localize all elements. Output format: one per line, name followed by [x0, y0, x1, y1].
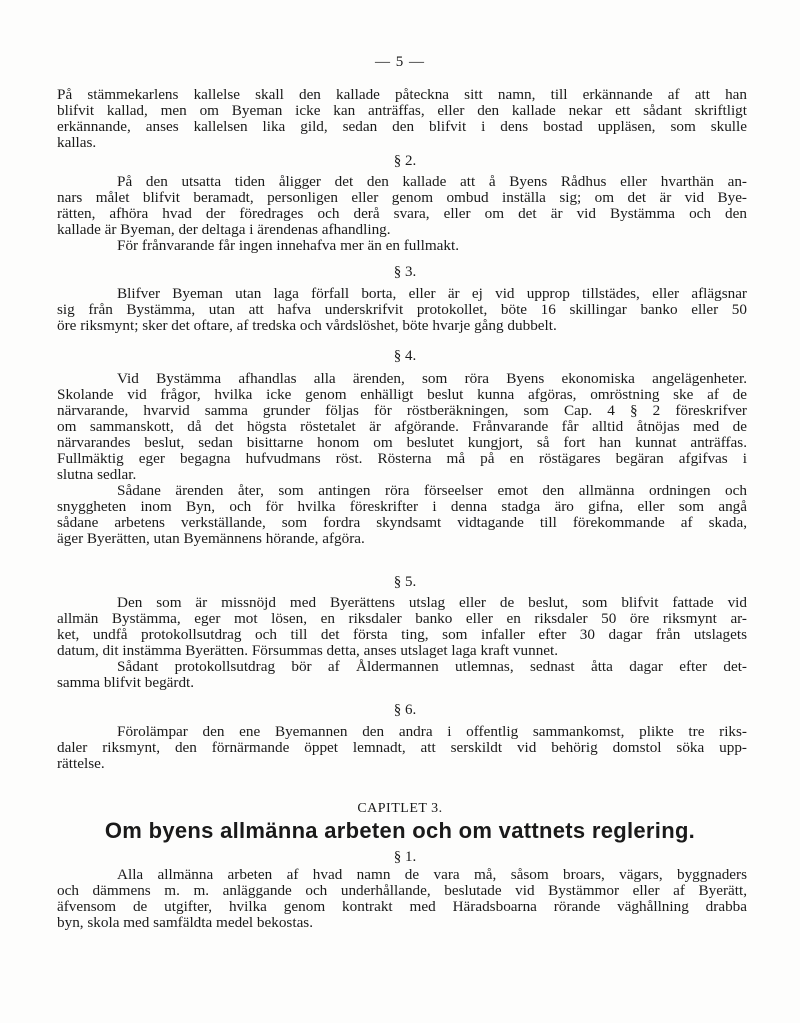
- text-line: erkännande, anses kallelsen lika gild, sedan den blifvit i dens bostad uppläsen, som skulle: [57, 118, 747, 135]
- text-line: Alla allmänna arbeten af hvad namn de vara må, såsom broars, vägars, byggnaders: [117, 866, 747, 883]
- text-line: Blifver Byeman utan laga förfall borta, eller är ej vid upprop tillstädes, eller aflägsnar: [117, 285, 747, 302]
- section-heading-4: § 4.: [393, 348, 417, 364]
- text-line: Fullmäktig eger begagna hufvudmans röst. Rösterna må på en röstägares begäran afgifvas i: [57, 450, 747, 467]
- section-heading-6: § 6.: [393, 702, 417, 718]
- text-line: äfvensom de utgifter, hvilka genom kontrakt med Häradsboarna rörande väghållning drabba: [57, 898, 747, 915]
- text-line: För frånvarande får ingen innehafva mer än en fullmakt.: [117, 237, 459, 254]
- text-line: och dämmens m. m. anläggande och underhållande, beslutade vid Bystämmor eller af Byerätt,: [57, 882, 747, 899]
- text-line: datum, dit instämma Byerätten. Försummas detta, anses utslaget laga kraft vunnet.: [57, 642, 559, 659]
- text-line: samma blifvit begärdt.: [57, 674, 195, 691]
- text-line: öre riksmynt; sker det oftare, af tredska och vårdslöshet, böte hvarje gång dubbelt.: [57, 317, 557, 334]
- text-line: sådane arbetens verkställande, som fordra skyndsamt vidtagande till förekommande af skada,: [57, 514, 747, 531]
- text-line: Den som är missnöjd med Byerättens utslag eller de beslut, som blifvit fattade vid: [117, 594, 747, 611]
- text-line: blifvit kallad, men om Byeman icke kan anträffas, eller den kallade nekar ett sådant skriftligt: [57, 102, 747, 119]
- chapter-title: Om byens allmänna arbeten och om vattnets reglering.: [104, 818, 696, 843]
- section-heading-5: § 5.: [393, 574, 417, 590]
- text-line: äger Byerätten, utan Byemännens hörande, afgöra.: [57, 530, 365, 547]
- page-number: — 5 —: [375, 54, 425, 70]
- text-line: nars målet blifvit beramadt, personligen eller genom ombud inställa sig; om det är vid Bye-: [57, 189, 747, 206]
- text-line: kallas.: [57, 134, 97, 151]
- text-line: Skolande vid frågor, hvilka icke genom enhälligt beslut kunna afgöras, omröstning ske af de: [57, 386, 747, 403]
- text-line: Sådant protokollsutdrag bör af Åldermannen utlemnas, sednast åtta dagar efter det-: [117, 658, 747, 675]
- chapter-label: CAPITLET 3.: [357, 801, 443, 816]
- text-line: byn, skola med samfäldta medel bekostas.: [57, 914, 314, 931]
- text-line: På den utsatta tiden åligger det den kallade att å Byens Rådhus eller hvarthän an-: [117, 173, 747, 190]
- text-line: slutna sedlar.: [57, 466, 137, 483]
- text-line: Vid Bystämma afhandlas alla ärenden, som röra Byens ekonomiska angelägenheter.: [117, 370, 747, 387]
- section-heading-1: § 1.: [393, 849, 417, 865]
- text-line: kallade är Byeman, der deltaga i ärendenas afhandling.: [57, 221, 391, 238]
- text-line: rättelse.: [57, 755, 105, 772]
- text-line: ket, undfå protokollsutdrag och till det första ting, som infaller efter 30 dagar från utslagets: [57, 626, 747, 643]
- text-line: På stämmekarlens kallelse skall den kallade påteckna sitt namn, till erkännande af att han: [57, 86, 747, 103]
- text-line: Sådane ärenden åter, som antingen röra förseelser emot den allmänna ordningen och: [117, 482, 747, 499]
- text-line: sig från Bystämma, utan att hafva underskrifvit protokollet, böte 16 skillingar banko eller 50: [57, 301, 747, 318]
- text-line: allmän Bystämma, eger mot lösen, en riksdaler banko eller en riksdaler 50 öre riksmynt ar-: [57, 610, 747, 627]
- text-line: rätten, afhöra hvad der föredrages och derå svara, eller om det är vid Bystämma och den: [57, 205, 747, 222]
- text-line: Förolämpar den ene Byemannen den andra i offentlig sammankomst, plikte tre riks-: [117, 723, 747, 740]
- section-heading-2: § 2.: [393, 153, 417, 169]
- text-line: närvarande, hvarvid samma grunder följas för röstberäkningen, som Cap. 4 § 2 föreskrifver: [57, 402, 747, 419]
- text-line: snyggheten inom Byn, och för hvilka föreskrifter i denna stadga äro gifna, eller som angå: [57, 498, 747, 515]
- section-heading-3: § 3.: [393, 264, 417, 280]
- text-line: om sammanskott, då det högsta röstetalet är afgörande. Frånvarande får alltid åtnöjas med de: [57, 418, 747, 435]
- text-line: daler riksmynt, den förnärmande öppet lemnadt, att serskildt vid behörig domstol söka upp-: [57, 739, 747, 756]
- text-line: närvarandes beslut, sedan bisittarne honom om beslutet kungjort, så fort han kunnat anträffas.: [57, 434, 747, 451]
